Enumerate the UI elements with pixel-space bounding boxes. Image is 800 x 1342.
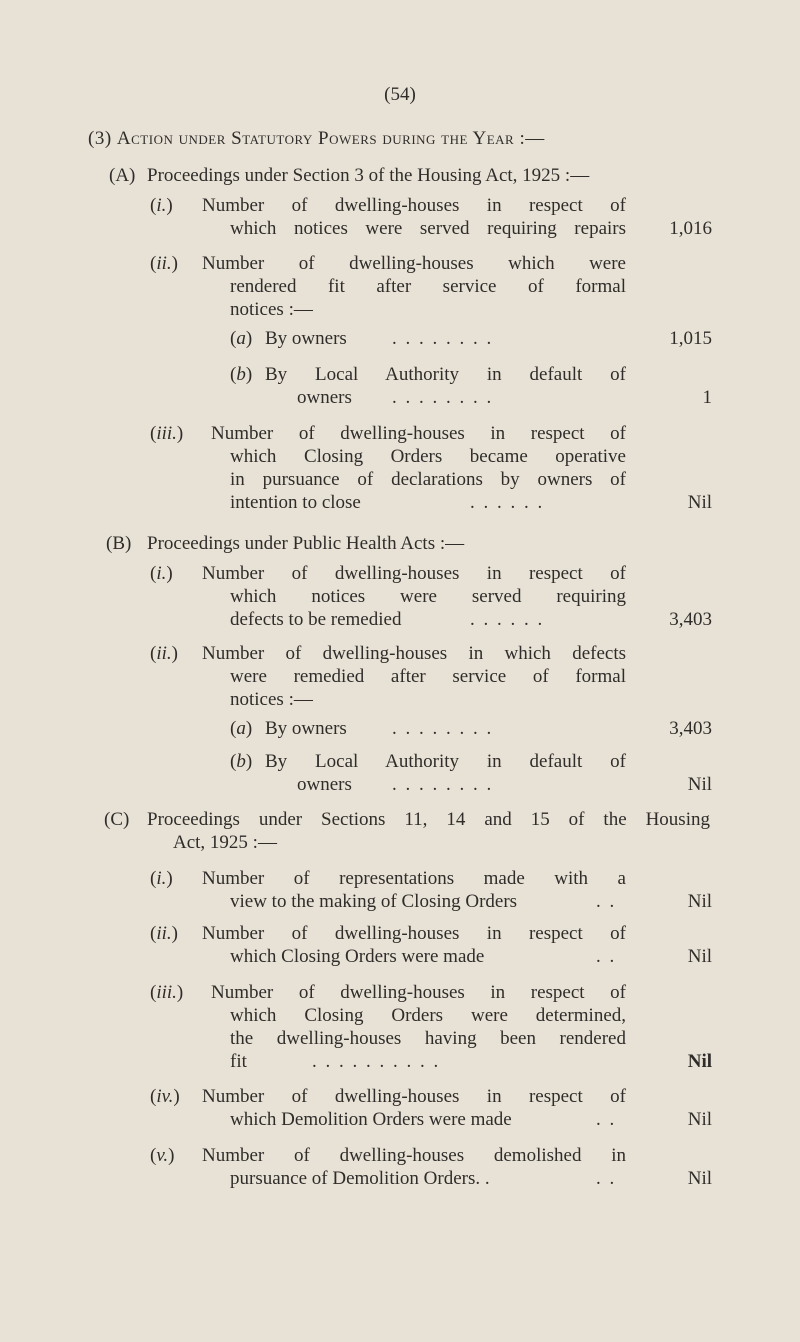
item-text-line: which Demolition Orders were made (230, 1109, 512, 1130)
item-text-line: rendered fit after service of formal (230, 276, 626, 297)
item-text-line: which notices were served requiring repairs (230, 218, 626, 239)
item-text-line: By Local Authority in default of (265, 364, 626, 385)
item-number: (iii.) (150, 423, 184, 444)
item-value: 3,403 (669, 609, 712, 630)
item-text-line: By owners (265, 718, 347, 739)
item-value: Nil (687, 492, 712, 513)
leader-dots: . . . . . . . . (392, 718, 494, 739)
item-text-line: Number of dwelling-houses in respect of (202, 563, 626, 584)
heading-number: (3) (88, 128, 112, 149)
item-number: (a) (230, 328, 253, 349)
item-number: (b) (230, 751, 253, 772)
item-text-line: fit (230, 1051, 247, 1072)
item-value: 3,403 (669, 718, 712, 739)
item-text-line: Number of dwelling-houses which were (202, 253, 626, 274)
item-value: Nil (687, 774, 712, 795)
item-value: Nil (687, 1051, 712, 1072)
item-number: (v.) (150, 1145, 175, 1166)
section-b-label: (B) (106, 533, 132, 554)
item-text-line: owners (297, 387, 352, 408)
section-b-title-text: Proceedings under Public Health Acts :— (147, 533, 465, 554)
item-value: 1,016 (669, 218, 712, 239)
item-text-line: owners (297, 774, 352, 795)
item-text-line: defects to be remedied (230, 609, 402, 630)
item-text-line: the dwelling-houses having been rendered (230, 1028, 626, 1049)
leader-dots: . . (596, 891, 617, 912)
section-c-title-line: Proceedings under Sections 11, 14 and 15 of the Housing (147, 809, 710, 830)
item-value: Nil (687, 891, 712, 912)
item-text-line: view to the making of Closing Orders (230, 891, 518, 912)
item-value: Nil (687, 1109, 712, 1130)
item-text-line: Number of dwelling-houses demolished in (202, 1145, 626, 1166)
item-text-line: were remedied after service of formal (230, 666, 626, 687)
item-text-line: which Closing Orders were determined, (230, 1005, 626, 1026)
leader-dots: . . (596, 1109, 617, 1130)
leader-dots: . . . . . . . . (392, 328, 494, 349)
item-text-line: intention to close (230, 492, 361, 513)
item-value: 1 (702, 387, 712, 408)
item-number: (i.) (150, 195, 173, 216)
section-a-label: (A) (109, 165, 136, 186)
section-c-label: (C) (104, 809, 130, 830)
item-text-line: Number of dwelling-houses in which defects (202, 643, 626, 664)
item-text-line: notices :— (230, 299, 313, 320)
item-number: (iii.) (150, 982, 184, 1003)
item-text-line: Number of dwelling-houses in respect of (211, 982, 626, 1003)
leader-dots: . . . . . . . . (392, 387, 494, 408)
section-heading (88, 128, 545, 150)
item-text-line: in pursuance of declarations by owners of (230, 469, 626, 490)
item-text-line: Number of dwelling-houses in respect of (211, 423, 626, 444)
heading-title: Action under Statutory Powers during the Year :— (116, 128, 545, 149)
item-number: (i.) (150, 868, 173, 889)
item-text-line: By owners (265, 328, 347, 349)
leader-dots: . . . . . . . . . . (312, 1051, 441, 1072)
item-number: (ii.) (150, 253, 178, 274)
section-a-title-text: Proceedings under Section 3 of the Housing Act, 1925 :— (147, 165, 590, 186)
leader-dots: . . . . . . . . (392, 774, 494, 795)
item-text-line: which Closing Orders became operative (230, 446, 626, 467)
leader-dots: . . (596, 946, 617, 967)
item-value: 1,015 (669, 328, 712, 349)
item-number: (ii.) (150, 643, 178, 664)
item-value: Nil (687, 1168, 712, 1189)
item-value: Nil (687, 946, 712, 967)
item-number: (iv.) (150, 1086, 180, 1107)
item-text-line: notices :— (230, 689, 313, 710)
leader-dots: . . . . . . (470, 492, 545, 513)
item-number: (i.) (150, 563, 173, 584)
item-text-line: Number of dwelling-houses in respect of (202, 923, 626, 944)
item-number: (b) (230, 364, 253, 385)
item-text-line: pursuance of Demolition Orders. . (230, 1168, 490, 1189)
page-number: (54) (384, 84, 416, 105)
item-text-line: Number of dwelling-houses in respect of (202, 1086, 626, 1107)
item-text-line: Number of representations made with a (202, 868, 626, 889)
section-c-title-line: Act, 1925 :— (173, 832, 277, 853)
item-text-line: which notices were served requiring (230, 586, 626, 607)
item-number: (ii.) (150, 923, 178, 944)
leader-dots: . . (596, 1168, 617, 1189)
item-number: (a) (230, 718, 253, 739)
item-text-line: which Closing Orders were made (230, 946, 485, 967)
item-text-line: By Local Authority in default of (265, 751, 626, 772)
leader-dots: . . . . . . (470, 609, 545, 630)
item-text-line: Number of dwelling-houses in respect of (202, 195, 626, 216)
